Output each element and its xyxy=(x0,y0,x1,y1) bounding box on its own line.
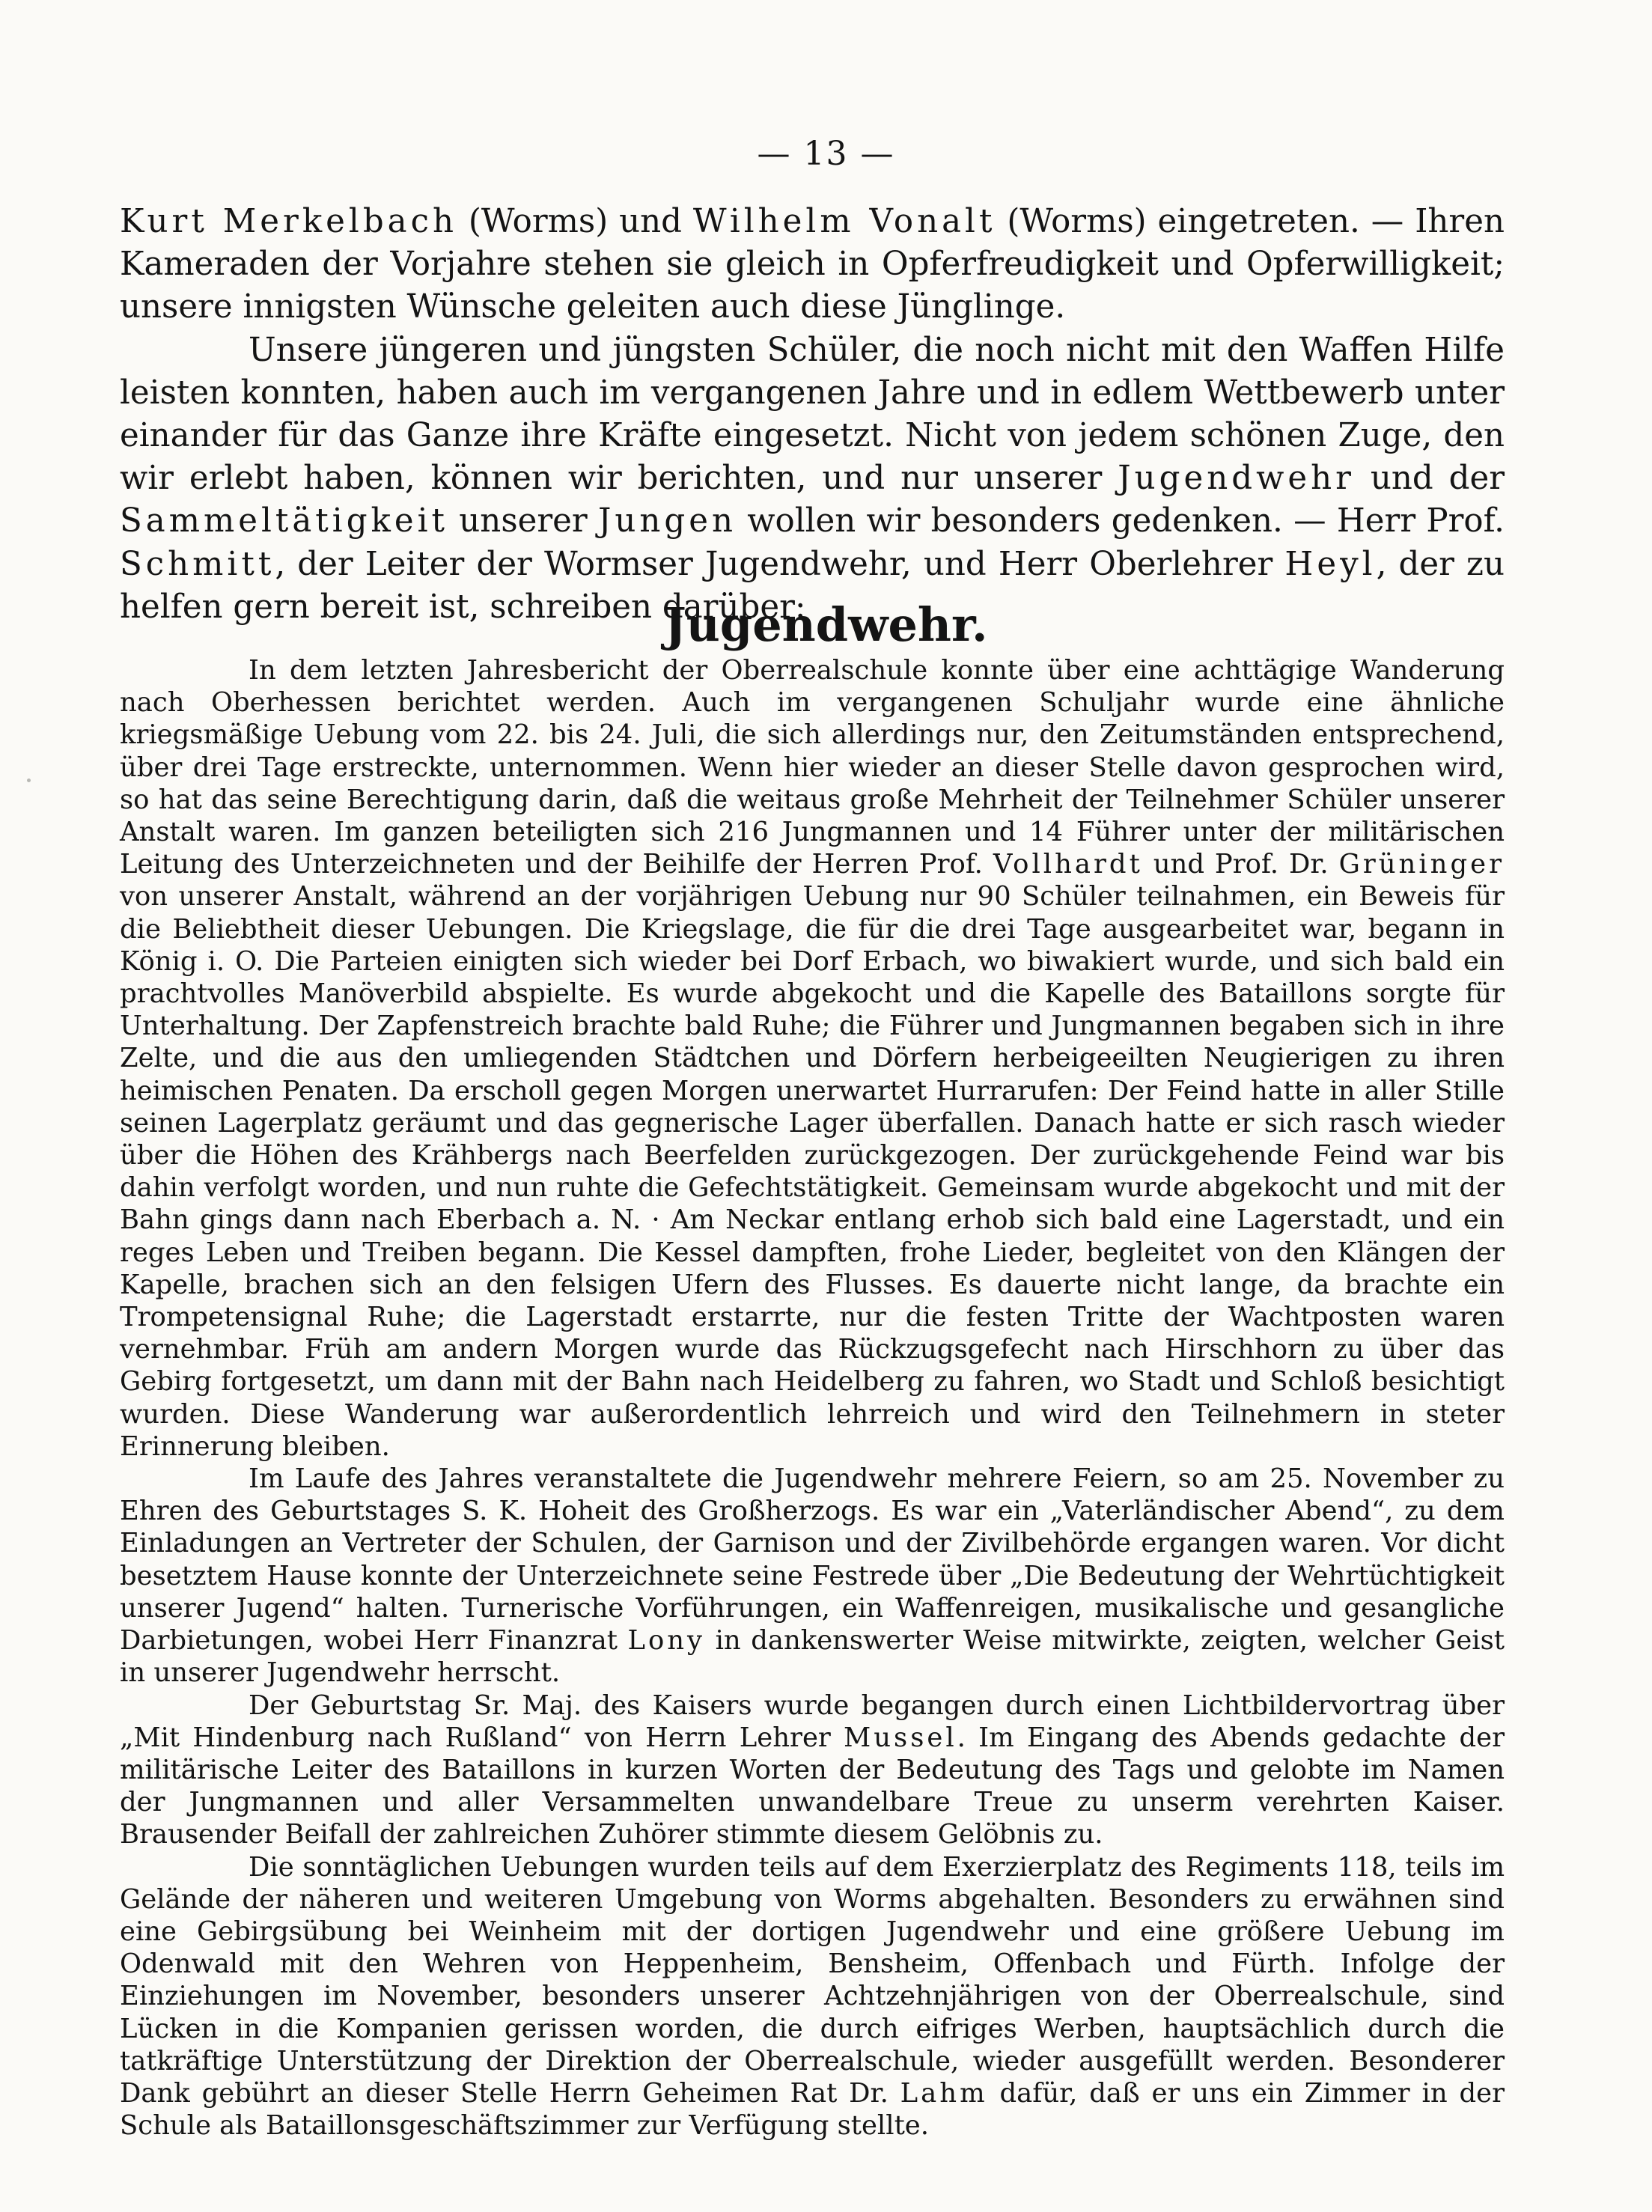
intro-paragraph xyxy=(120,201,1505,329)
paper-speck xyxy=(27,779,31,782)
page-number: — 13 — xyxy=(757,135,895,173)
text-run: Die sonntäglichen Uebungen wurden teils auf dem Exerzierplatz des Regiments 118, teils im Gelände der näheren und weiteren Umgebung von Worms abgehalten. Besonders zu erwähnen sind eine Gebirgsübung bei Weinheim mit der dortigen Jugendwehr und eine größere Uebung im Odenwald mit den Wehren von Heppenheim, Bensheim, Offenbach und Fürth. Infolge der Einziehungen im November, besonders unserer Achtzehnjährigen von der Oberrealschule, sind Lücken in die Kompanien gerissen worden, die durch eifriges Werben, hauptsächlich durch die tatkräftige Unterstützung der Direktion der Oberrealschule, wieder ausgefüllt werden. Besonderer Dank gebührt an dieser Stelle Herrn Geheimen Rat Dr. xyxy=(120,1851,1505,2109)
emphasis: Jungen xyxy=(597,502,737,540)
person-name: Kurt Merkelbach xyxy=(120,203,457,240)
person-name: Mussel xyxy=(844,1722,957,1753)
person-name: Wilhelm Vonalt xyxy=(692,203,996,240)
text-run: (Worms) eingetreten. — Ihren Kameraden der Vorjahre stehen sie gleich in Opferfreudigkeit und Opferwilligkeit; unsere innigsten Wünsche geleiten auch diese Jünglinge. xyxy=(120,203,1505,326)
person-name: Heyl xyxy=(1284,545,1377,583)
person-name: Vollhardt xyxy=(993,849,1143,880)
text-run: unserer xyxy=(448,502,598,540)
text-run: Unsere jüngeren und jüngsten Schüler, die noch nicht mit den Waffen Hilfe leisten konnten, haben auch im vergangenen Jahre und in edlem Wettbewerb unter einander für das Ganze ihre Kräfte eingesetzt. Nicht von jedem schönen Zuge, den wir erlebt haben, können wir berichten, und nur unserer xyxy=(120,331,1505,498)
text-run: dafür, daß er uns ein Zimmer in der Schule als Bataillonsgeschäftszimmer zur Verfügung stellte. xyxy=(120,2077,1505,2142)
person-name: Lahm xyxy=(900,2077,988,2109)
body-paragraph xyxy=(120,654,1505,1463)
article-body xyxy=(120,654,1505,2142)
person-name: Schmitt xyxy=(120,545,275,583)
text-run: in dankenswerter Weise mitwirkte, zeigten, welcher Geist in unserer Jugendwehr herrscht. xyxy=(120,1625,1505,1689)
text-run: In dem letzten Jahresbericht der Oberrealschule konnte über eine achttägige Wanderung nach Oberhessen berichtet werden. Auch im vergangenen Schuljahr wurde eine ähnliche kriegsmäßige Uebung vom 22. bis 24. Juli, die sich allerdings nur, den Zeitumständen entsprechend, über drei Tage erstreckte, unternommen. Wenn hier wieder an dieser Stelle davon gesprochen wird, so hat das seine Berechtigung darin, daß die weitaus große Mehrheit der Teilnehmer Schüler unserer Anstalt waren. Im ganzen beteiligten sich 216 Jungmannen und 14 Führer unter der militärischen Leitung des Unterzeichneten und der Beihilfe der Herren Prof. xyxy=(120,655,1505,880)
text-run: und der xyxy=(1354,460,1505,498)
person-name: Lony xyxy=(627,1625,706,1657)
text-run: Der Geburtstag Sr. Maj. des Kaisers wurde begangen durch einen Lichtbildervortrag über „Mit Hindenburg nach Rußland“ von Herrn Lehrer xyxy=(120,1690,1505,1753)
emphasis: Jugendwehr xyxy=(1118,460,1355,498)
intro-text xyxy=(120,201,1505,629)
text-run: . Im Eingang des Abends gedachte der militärische Leiter des Bataillons in kurzen Worten der Bedeutung des Tags und gelobte im Namen der Jungmannen und aller Versammelten unwandelbare Treue zu unserm verehrten Kaiser. Brausender Beifall der zahlreichen Zuhörer stimmte diesem Gelöbnis zu. xyxy=(120,1722,1505,1850)
text-run: , der zu helfen gern bereit ist, schreiben darüber: xyxy=(120,545,1505,626)
text-run: , der Leiter der Wormser Jugendwehr, und Herr Oberlehrer xyxy=(275,545,1285,583)
intro-paragraph xyxy=(120,329,1505,629)
text-run: wollen wir besonders gedenken. — Herr Prof. xyxy=(737,502,1505,540)
body-paragraph xyxy=(120,1463,1505,1689)
emphasis: Sammeltätigkeit xyxy=(120,502,449,540)
text-run: (Worms) und xyxy=(457,203,693,240)
body-paragraph xyxy=(120,1851,1505,2142)
person-name: Grüninger xyxy=(1338,849,1505,880)
body-paragraph xyxy=(120,1690,1505,1851)
text-run: und Prof. Dr. xyxy=(1142,849,1339,880)
section-heading: Jugendwehr. xyxy=(664,597,988,652)
text-run: von unserer Anstalt, während an der vorjährigen Uebung nur 90 Schüler teilnahmen, ein Beweis für die Beliebtheit dieser Uebungen. Die Kriegslage, die für die drei Tage ausgearbeitet war, begann in König i. O. Die Parteien einigten sich wieder bei Dorf Erbach, wo biwakiert wurde, und sich bald ein prachtvolles Manöverbild abspielte. Es wurde abgekocht und die Kapelle des Bataillons sorgte für Unterhaltung. Der Zapfenstreich brachte bald Ruhe; die Führer und Jungmannen begaben sich in ihre Zelte, und die aus den umliegenden Städtchen und Dörfern herbeigeeilten Neugierigen zu ihren heimischen Penaten. Da erscholl gegen Morgen unerwartet Hurrarufen: Der Feind hatte in aller Stille seinen Lagerplatz geräumt und das gegnerische Lager überfallen. Danach hatte er sich rasch wieder über die Höhen des Krähbergs nach Beerfelden zurückgezogen. Der zurückgehende Feind war bis dahin verfolgt worden, und nun ruhte die Gefechtstätigkeit. Gemeinsam wurde abgekocht und mit der Bahn gings dann nach Eberbach a. N. · Am Neckar entlang erhob sich bald eine Lagerstadt, und ein reges Leben und Treiben begann. Die Kessel dampften, frohe Lieder, begleitet von den Klängen der Kapelle, brachen sich an den felsigen Ufern des Flusses. Es dauerte nicht lange, da brachte ein Trompetensignal Ruhe; die Lagerstadt erstarrte, nur die festen Tritte der Wachtposten waren vernehmbar. Früh am andern Morgen wurde das Rückzugsgefecht nach Hirschhorn zu über das Gebirg fortgesetzt, um dann mit der Bahn nach Heidelberg zu fahren, wo Stadt und Schloß besichtigt wurden. Diese Wanderung war außerordentlich lehrreich und wird den Teilnehmern in steter Erinnerung bleiben. xyxy=(120,881,1505,1462)
text-run: Im Laufe des Jahres veranstaltete die Jugendwehr mehrere Feiern, so am 25. November zu Ehren des Geburtstages S. K. Hoheit des Großherzogs. Es war ein „Vaterländischer Abend“, zu dem Einladungen an Vertreter der Schulen, der Garnison und der Zivilbehörde ergangen waren. Vor dicht besetztem Hause konnte der Unterzeichnete seine Festrede über „Die Bedeutung der Wehrtüchtigkeit unserer Jugend“ halten. Turnerische Vorführungen, ein Waffenreigen, musikalische und gesangliche Darbietungen, wobei Herr Finanzrat xyxy=(120,1463,1505,1657)
